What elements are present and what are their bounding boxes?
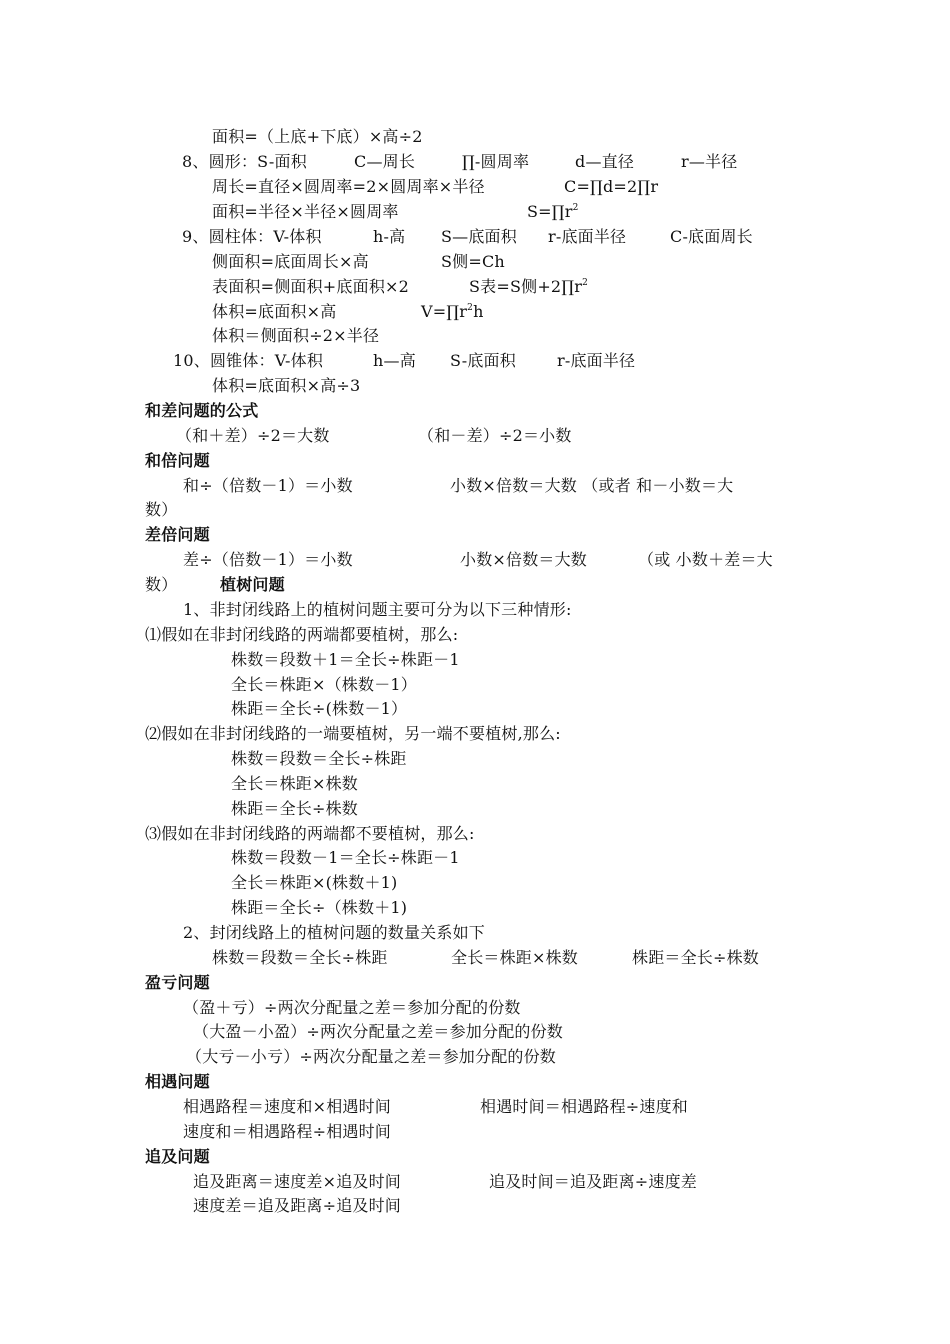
sum-multiple-small: 和÷（倍数－1）＝小数	[183, 476, 353, 495]
circle-symbol-pi: ∏-圆周率	[462, 152, 530, 171]
tree-case-1-count: 株数＝段数＋1＝全长÷株距－1	[231, 650, 460, 669]
tree-closed-spacing: 株距＝全长÷株数	[632, 948, 760, 967]
cylinder-volume-base: V=∏r	[421, 302, 468, 321]
tree-case-2-length: 全长＝株距×株数	[231, 774, 359, 793]
difference-multiple-alt: （或 小数＋差＝大	[638, 550, 773, 569]
cylinder-lateral-area: 侧面积=底面周长×高	[212, 252, 369, 271]
cylinder-lateral-symbolic: S侧=Ch	[441, 252, 505, 271]
meeting-speed-sum: 速度和＝相遇路程÷相遇时间	[183, 1122, 392, 1141]
difference-multiple-small: 差÷（倍数－1）＝小数	[183, 550, 353, 569]
tree-case-3-length: 全长＝株距×(株数＋1)	[231, 873, 398, 892]
difference-multiple-continuation: 数）	[145, 575, 178, 594]
section-heading-chase: 追及问题	[145, 1147, 210, 1166]
chase-time: 追及时间＝追及距离÷速度差	[489, 1172, 698, 1191]
section-heading-meeting: 相遇问题	[145, 1072, 210, 1091]
sum-difference-big: （和＋差）÷2＝大数	[176, 426, 330, 445]
section-heading-profit-loss: 盈亏问题	[145, 973, 210, 992]
cylinder-symbol-s: S—底面积	[441, 227, 517, 246]
tree-closed-count: 株数＝段数＝全长÷株距	[212, 948, 388, 967]
circle-perimeter-formula: 周长=直径×圆周率=2×圆周率×半径	[212, 177, 485, 196]
cone-symbol-h: h—高	[373, 351, 416, 370]
difference-multiple-big: 小数×倍数＝大数	[460, 550, 588, 569]
cylinder-symbol-c: C-底面周长	[670, 227, 753, 246]
tree-case-3-count: 株数＝段数－1＝全长÷株距－1	[231, 848, 460, 867]
circle-area-symbolic	[527, 202, 579, 222]
cylinder-symbol-r: r-底面半径	[548, 227, 627, 246]
sum-difference-small: （和－差）÷2＝小数	[418, 426, 572, 445]
section-heading-sum-multiple: 和倍问题	[145, 451, 210, 470]
sum-multiple-big: 小数×倍数＝大数 （或者 和－小数＝大	[450, 476, 734, 495]
circle-perimeter-symbolic: C=∏d=2∏r	[564, 177, 659, 196]
chase-distance: 追及距离＝速度差×追及时间	[193, 1172, 402, 1191]
circle-heading: 8、圆形：S-面积	[182, 152, 307, 171]
sum-multiple-continuation: 数）	[145, 500, 178, 519]
tree-closed-length: 全长＝株距×株数	[451, 948, 579, 967]
circle-symbol-r: r—半径	[681, 152, 738, 171]
tree-case-2: ⑵假如在非封闭线路的一端要植树，另一端不要植树,那么:	[145, 724, 561, 743]
tree-case-1: ⑴假如在非封闭线路的两端都要植树，那么:	[145, 625, 459, 644]
section-heading-difference-multiple: 差倍问题	[145, 525, 210, 544]
cone-volume: 体积=底面积×高÷3	[212, 376, 361, 395]
tree-case-2-count: 株数＝段数＝全长÷株距	[231, 749, 407, 768]
cone-heading: 10、圆锥体：V-体积	[173, 351, 324, 370]
cylinder-symbol-h: h-高	[373, 227, 406, 246]
section-heading-sum-difference: 和差问题的公式	[145, 401, 259, 420]
cylinder-surface-area: 表面积=侧面积+底面积×2	[212, 277, 409, 296]
cylinder-volume-exponent: 2	[467, 302, 474, 313]
circle-area-base: S=∏r	[527, 202, 573, 221]
profit-loss-formula-1: （盈＋亏）÷两次分配量之差＝参加分配的份数	[183, 998, 521, 1017]
tree-open-line-intro: 1、非封闭线路上的植树问题主要可分为以下三种情形:	[183, 600, 572, 619]
circle-symbol-d: d—直径	[575, 152, 635, 171]
cylinder-volume-alt: 体积＝侧面积÷2×半径	[212, 326, 380, 345]
profit-loss-formula-2: （大盈－小盈）÷两次分配量之差＝参加分配的份数	[193, 1022, 564, 1041]
cone-symbol-r: r-底面半径	[557, 351, 636, 370]
cylinder-volume-symbolic	[421, 302, 484, 322]
tree-case-3-spacing: 株距＝全长÷（株数＋1)	[231, 898, 408, 917]
tree-case-1-spacing: 株距＝全长÷(株数－1）	[231, 699, 408, 718]
cylinder-surface-exponent: 2	[582, 277, 589, 288]
meeting-time: 相遇时间＝相遇路程÷速度和	[480, 1097, 689, 1116]
cone-symbol-s: S-底面积	[450, 351, 516, 370]
cylinder-volume: 体积=底面积×高	[212, 302, 337, 321]
cylinder-surface-base: S表=S侧+2∏r	[469, 277, 583, 296]
circle-area-exponent: 2	[572, 202, 579, 213]
tree-case-1-length: 全长＝株距×（株数－1）	[231, 675, 417, 694]
tree-case-2-spacing: 株距＝全长÷株数	[231, 799, 359, 818]
cylinder-heading: 9、圆柱体：V-体积	[182, 227, 322, 246]
tree-closed-line-intro: 2、封闭线路上的植树问题的数量关系如下	[183, 923, 485, 942]
chase-speed-difference: 速度差＝追及距离÷追及时间	[193, 1196, 402, 1215]
tree-case-3: ⑶假如在非封闭线路的两端都不要植树，那么:	[145, 824, 475, 843]
circle-area-formula: 面积=半径×半径×圆周率	[212, 202, 399, 221]
section-heading-tree-planting: 植树问题	[220, 575, 285, 594]
cylinder-surface-symbolic	[469, 277, 588, 297]
trapezoid-area-formula: 面积=（上底+下底）×高÷2	[212, 127, 423, 146]
profit-loss-formula-3: （大亏－小亏）÷两次分配量之差＝参加分配的份数	[186, 1047, 557, 1066]
circle-symbol-c: C—周长	[354, 152, 416, 171]
cylinder-volume-tail: h	[473, 302, 484, 321]
meeting-distance: 相遇路程＝速度和×相遇时间	[183, 1097, 392, 1116]
